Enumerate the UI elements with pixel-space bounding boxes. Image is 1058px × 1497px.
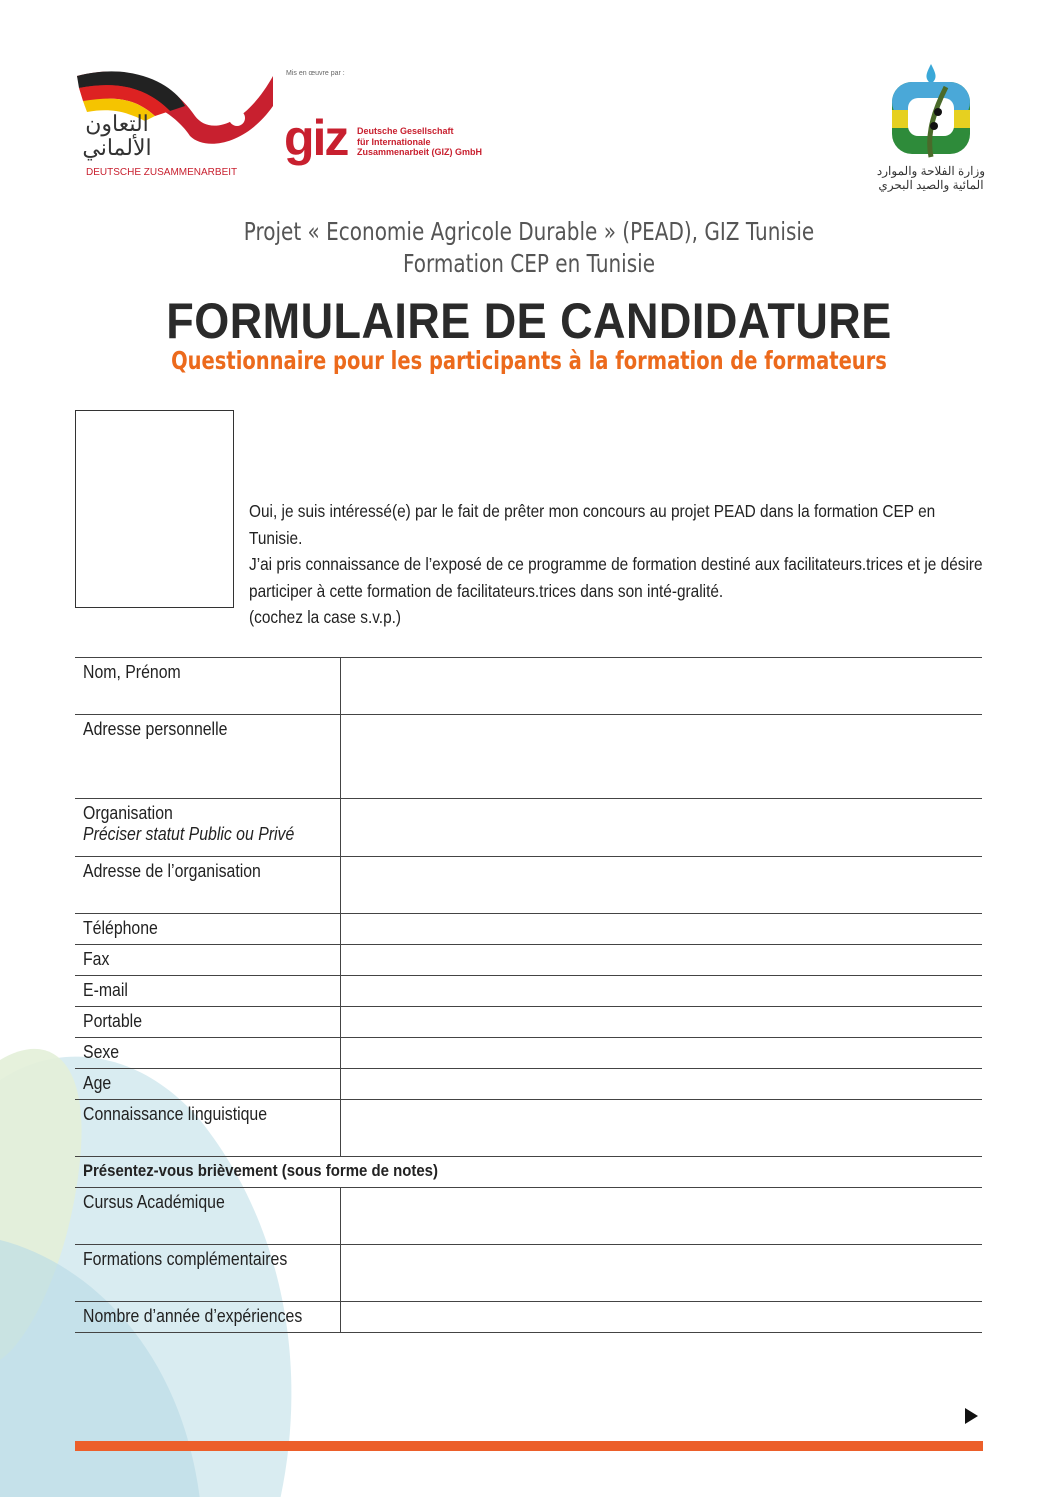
statement-instruction: (cochez la case s.v.p.) [249, 607, 402, 627]
interest-statement [249, 498, 988, 631]
giz-name-line: Deutsche Gesellschaft [357, 126, 454, 136]
field-label: Formations complémentaires [83, 1249, 288, 1269]
field-label: Portable [83, 1011, 143, 1031]
application-form-table [75, 657, 982, 1333]
organisation-field[interactable] [341, 799, 982, 857]
field-label: Adresse de l’organisation [83, 861, 261, 881]
field-label: Nom, Prénom [83, 662, 181, 682]
giz-full-name [357, 126, 482, 158]
mobile-field[interactable] [341, 1007, 982, 1038]
project-name: Projet « Economie Agricole Durable » (PEAD), GIZ Tunisie [243, 217, 815, 246]
name-field[interactable] [341, 658, 982, 715]
photo-box[interactable] [75, 410, 234, 608]
statement-line: Oui, je suis intéressé(e) par le fait de prêter mon concours au projet PEAD dans la formation CEP en Tunisie. [249, 501, 936, 548]
organisation-address-field[interactable] [341, 857, 982, 914]
statement-line: J’ai pris connaissance de l’exposé de ce programme de formation destiné aux facilitateurs.trices et je désire [249, 554, 983, 574]
cooperation-label: DEUTSCHE ZUSAMMENARBEIT [86, 167, 238, 178]
field-label: Adresse personnelle [83, 719, 228, 739]
formation-name: Formation CEP en Tunisie [402, 249, 656, 278]
statement-line: participer à cette formation de facilitateurs.trices dans son inté-gralité. [249, 580, 724, 601]
field-label: Téléphone [83, 918, 158, 938]
page-title: FORMULAIRE DE CANDIDATURE [166, 293, 892, 349]
ministry-name [876, 164, 986, 192]
personal-address-field[interactable] [341, 715, 982, 799]
footer-accent-bar [75, 1441, 983, 1451]
ministry-name-line: المائية والصيد البحري [878, 178, 984, 192]
additional-training-field[interactable] [341, 1245, 982, 1302]
project-heading [106, 216, 952, 280]
email-field[interactable] [341, 976, 982, 1007]
giz-logo: giz [284, 110, 348, 166]
years-experience-field[interactable] [341, 1302, 982, 1333]
ministry-name-line: وزارة الفلاحة والموارد [876, 164, 986, 178]
field-label: Fax [83, 949, 110, 969]
implemented-by-label: Mis en œuvre par : [286, 70, 345, 77]
field-label: Organisation [83, 803, 173, 823]
next-page-arrow-icon [965, 1408, 978, 1424]
sex-field[interactable] [341, 1038, 982, 1069]
field-label: Sexe [83, 1042, 120, 1062]
section-heading: Présentez-vous brièvement (sous forme de notes) [83, 1161, 438, 1180]
field-label: E-mail [83, 980, 128, 1000]
cooperation-arabic-text: التعاون الألماني [82, 111, 152, 160]
page-subtitle: Questionnaire pour les participants à la formation de formateurs [171, 346, 887, 375]
giz-name-line: für Internationale [357, 136, 431, 147]
field-label: Nombre d’année d’expériences [83, 1306, 303, 1326]
field-note: Préciser statut Public ou Privé [83, 824, 295, 844]
fax-field[interactable] [341, 945, 982, 976]
telephone-field[interactable] [341, 914, 982, 945]
field-label: Age [83, 1073, 112, 1093]
giz-name-line: Zusammenarbeit (GIZ) GmbH [357, 147, 483, 157]
languages-field[interactable] [341, 1100, 982, 1157]
field-label: Cursus Académique [83, 1192, 225, 1212]
field-label: Connaissance linguistique [83, 1104, 268, 1124]
ministry-logo [886, 62, 976, 162]
age-field[interactable] [341, 1069, 982, 1100]
academic-background-field[interactable] [341, 1188, 982, 1245]
